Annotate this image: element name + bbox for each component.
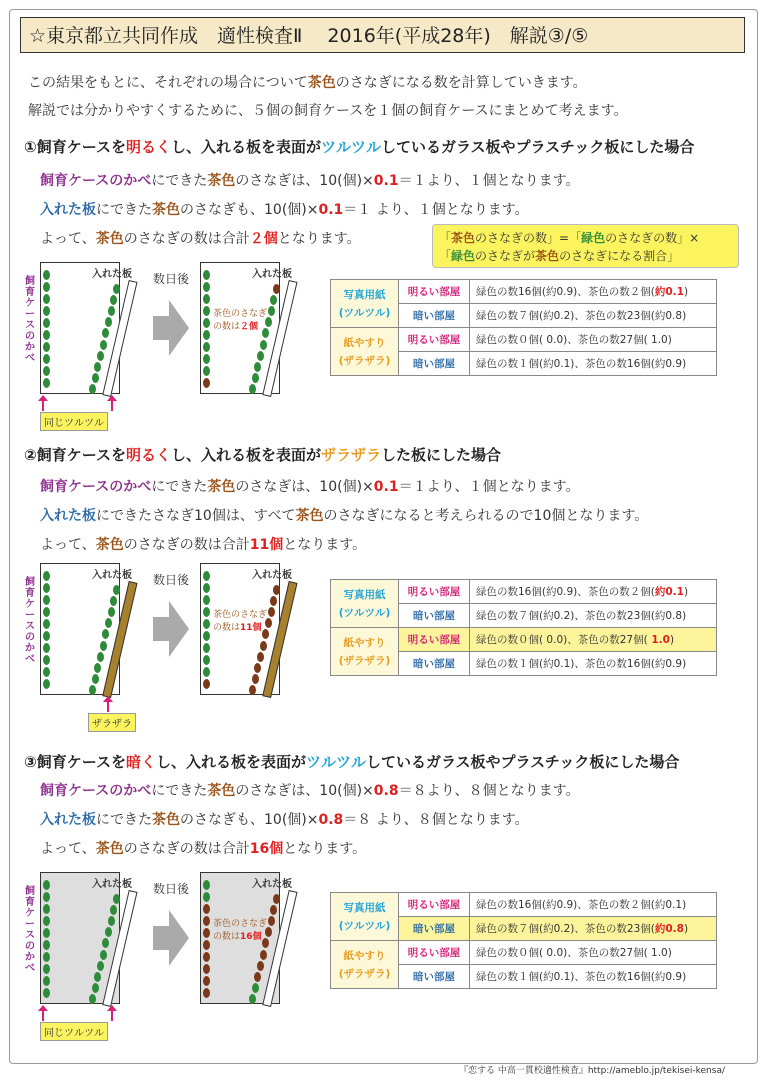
- board-pupa: [113, 894, 120, 904]
- dark-room-label: 暗い部屋: [399, 965, 470, 989]
- pointer-arrow-icon: [107, 395, 117, 411]
- result-cell: 緑色の数１個(約0.1)、茶色の数16個(約0.9): [470, 652, 717, 676]
- bright-room-label: 明るい部屋: [399, 580, 470, 604]
- wall-pupa: [203, 270, 210, 280]
- section-1-line-3: よって、茶色のさなぎの数は合計２個となります。: [40, 231, 361, 247]
- sandpaper-label: 紙やすり (ザラザラ): [331, 628, 399, 676]
- wall-pupa: [203, 892, 210, 902]
- board-pupa: [252, 674, 259, 684]
- board-label: 入れた板: [92, 879, 132, 890]
- result-cell: 緑色の数７個(約0.2)、茶色の数23個(約0.8): [470, 917, 717, 941]
- wall-pupa: [203, 619, 210, 629]
- board-pupa: [89, 384, 96, 394]
- note-prefix: の数は: [213, 322, 241, 332]
- wall-pupa: [203, 595, 210, 605]
- board-pupa: [260, 340, 267, 350]
- paper-label: 写真用紙 (ツルツル): [331, 893, 399, 941]
- board-pupa: [113, 284, 120, 294]
- page-title: ☆東京都立共同作成 適性検査Ⅱ 2016年(平成28年) 解説③/⑤: [20, 17, 745, 53]
- wall-pupa: [203, 294, 210, 304]
- note-prefix: の数は: [213, 623, 241, 633]
- wall-pupa: [203, 904, 210, 914]
- board-pupa: [97, 351, 104, 361]
- wall-pupa: [203, 378, 210, 388]
- wall-pupa: [203, 679, 210, 689]
- wall-pupa: [43, 655, 50, 665]
- wall-pupa: [203, 916, 210, 926]
- board-pupa: [97, 961, 104, 971]
- wall-pupa: [203, 318, 210, 328]
- wall-pupa: [43, 342, 50, 352]
- board-pupa: [260, 641, 267, 651]
- wall-pupa: [43, 354, 50, 364]
- board-pupa: [249, 384, 256, 394]
- wall-pupa: [43, 916, 50, 926]
- board-label: 入れた板: [92, 269, 132, 280]
- wall-pupa: [43, 583, 50, 593]
- result-cell: 緑色の数０個( 0.0)、茶色の数27個( 1.0): [470, 628, 717, 652]
- pointer-arrow-icon: [103, 696, 113, 712]
- wall-pupa: [203, 952, 210, 962]
- result-cell: 緑色の数16個(約0.9)、茶色の数２個(約0.1): [470, 280, 717, 304]
- result-cell: 緑色の数０個( 0.0)、茶色の数27個( 1.0): [470, 328, 717, 352]
- board-pupa: [92, 983, 99, 993]
- wall-pupa: [203, 940, 210, 950]
- wall-pupa: [43, 378, 50, 388]
- result-cell: 緑色の数16個(約0.9)、茶色の数２個(約0.1): [470, 893, 717, 917]
- wall-pupa: [203, 655, 210, 665]
- brown-count-note-2: [213, 622, 262, 635]
- wall-pupa: [203, 282, 210, 292]
- wall-pupa: [43, 571, 50, 581]
- section-1-line-1: 飼育ケースのかべにできた茶色のさなぎは、10(個)×0.1＝１より、１個となります。: [40, 173, 580, 189]
- board-pupa: [273, 894, 280, 904]
- wall-pupa: [203, 571, 210, 581]
- section-3-heading: ③飼育ケースを暗くし、入れる板を表面がツルツルしているガラス板やプラスチック板にした場合: [24, 753, 680, 771]
- wall-pupa: [203, 342, 210, 352]
- wall-pupa: [43, 607, 50, 617]
- wall-pupa: [43, 294, 50, 304]
- wall-pupa: [203, 976, 210, 986]
- pointer-arrow-icon: [107, 1005, 117, 1021]
- board-pupa: [108, 916, 115, 926]
- section-2-line-1: 飼育ケースのかべにできた茶色のさなぎは、10(個)×0.1＝１より、１個となります。: [40, 479, 580, 495]
- section-2-line-2: 入れた板にできたさなぎ10個は、すべて茶色のさなぎになると考えられるので10個となります。: [40, 508, 649, 524]
- days-later-label: 数日後: [153, 882, 190, 896]
- board-pupa: [273, 284, 280, 294]
- board-pupa: [100, 641, 107, 651]
- result-cell: 緑色の数０個( 0.0)、茶色の数27個( 1.0): [470, 941, 717, 965]
- wall-pupa: [43, 306, 50, 316]
- transition-arrow-icon: [153, 910, 189, 966]
- wall-pupa: [203, 928, 210, 938]
- wall-pupa: [43, 952, 50, 962]
- sandpaper-label: 紙やすり (ザラザラ): [331, 941, 399, 989]
- wall-pupa: [203, 988, 210, 998]
- wall-pupa: [203, 306, 210, 316]
- result-cell: 緑色の数１個(約0.1)、茶色の数16個(約0.9): [470, 965, 717, 989]
- board-pupa: [252, 373, 259, 383]
- board-pupa: [252, 983, 259, 993]
- result-table-3: [330, 892, 717, 989]
- bright-room-label: 明るい部屋: [399, 893, 470, 917]
- bright-room-label: 明るい部屋: [399, 628, 470, 652]
- formula-callout: [432, 224, 739, 268]
- wall-pupa: [203, 667, 210, 677]
- wall-pupa: [43, 880, 50, 890]
- board-pupa: [92, 373, 99, 383]
- wall-pupa: [43, 631, 50, 641]
- wall-pupa: [43, 619, 50, 629]
- board-pupa: [108, 306, 115, 316]
- result-cell: 緑色の数７個(約0.2)、茶色の数23個(約0.8): [470, 604, 717, 628]
- board-pupa: [100, 340, 107, 350]
- section-2-heading: ②飼育ケースを明るくし、入れる板を表面がザラザラした板にした場合: [24, 446, 502, 464]
- sandpaper-label: 紙やすり (ザラザラ): [331, 328, 399, 376]
- wall-pupa: [43, 595, 50, 605]
- transition-arrow-icon: [153, 300, 189, 356]
- surface-tag: 同じツルツル: [40, 412, 108, 431]
- intro-line-2: 解説では分かりやすくするために、５個の飼育ケースを１個の飼育ケースにまとめて考えます。: [28, 103, 628, 119]
- wall-pupa: [43, 366, 50, 376]
- board-pupa: [268, 607, 275, 617]
- board-pupa: [89, 994, 96, 1004]
- board-pupa: [249, 685, 256, 695]
- board-pupa: [100, 950, 107, 960]
- pointer-arrow-icon: [38, 1005, 48, 1021]
- board-pupa: [268, 306, 275, 316]
- board-pupa: [257, 652, 264, 662]
- section-3-line-1: 飼育ケースのかべにできた茶色のさなぎは、10(個)×0.8＝８より、８個となります。: [40, 783, 580, 799]
- board-pupa: [260, 950, 267, 960]
- note-count: 16個: [240, 932, 262, 942]
- board-pupa: [249, 994, 256, 1004]
- wall-pupa: [43, 667, 50, 677]
- board-pupa: [113, 585, 120, 595]
- brown-count-note-1: 茶色のさなぎ: [213, 309, 268, 319]
- section-3-line-3: よって、茶色のさなぎの数は合計16個となります。: [40, 841, 367, 857]
- dark-room-label: 暗い部屋: [399, 652, 470, 676]
- wall-pupa: [43, 892, 50, 902]
- formula-line-2: 「緑色のさなぎが茶色のさなぎになる割合」: [439, 249, 680, 263]
- dark-room-label: 暗い部屋: [399, 604, 470, 628]
- wall-pupa: [203, 583, 210, 593]
- wall-pupa: [203, 631, 210, 641]
- board-pupa: [268, 916, 275, 926]
- wall-pupa: [43, 330, 50, 340]
- pointer-arrow-icon: [38, 395, 48, 411]
- dark-room-label: 暗い部屋: [399, 352, 470, 376]
- case-wall-label: 飼育ケースのかべ: [25, 577, 35, 665]
- footer-credit: 『恋する 中高一貫校適性検査』http://ameblo.jp/tekisei-kensa/: [458, 1066, 725, 1076]
- note-count: ２個: [240, 322, 259, 332]
- wall-pupa: [43, 904, 50, 914]
- bright-room-label: 明るい部屋: [399, 941, 470, 965]
- board-pupa: [108, 607, 115, 617]
- wall-pupa: [43, 988, 50, 998]
- wall-pupa: [43, 282, 50, 292]
- board-label: 入れた板: [252, 879, 292, 890]
- wall-pupa: [43, 976, 50, 986]
- wall-pupa: [43, 964, 50, 974]
- dark-room-label: 暗い部屋: [399, 917, 470, 941]
- brown-count-note-2: [213, 931, 262, 944]
- wall-pupa: [43, 318, 50, 328]
- days-later-label: 数日後: [153, 272, 190, 286]
- brown-count-note-1: 茶色のさなぎ: [213, 610, 268, 620]
- section-3-line-2: 入れた板にできた茶色のさなぎも、10(個)×0.8＝８ より、８個となります。: [40, 812, 529, 828]
- board-pupa: [92, 674, 99, 684]
- bright-room-label: 明るい部屋: [399, 328, 470, 352]
- surface-tag: ザラザラ: [88, 713, 136, 732]
- wall-pupa: [43, 270, 50, 280]
- board-pupa: [273, 585, 280, 595]
- wall-pupa: [43, 928, 50, 938]
- transition-arrow-icon: [153, 601, 189, 657]
- section-1-line-2: 入れた板にできた茶色のさなぎも、10(個)×0.1＝１ より、１個となります。: [40, 202, 529, 218]
- wall-pupa: [203, 330, 210, 340]
- paper-label: 写真用紙 (ツルツル): [331, 280, 399, 328]
- surface-tag: 同じツルツル: [40, 1022, 108, 1041]
- section-2-line-3: よって、茶色のさなぎの数は合計11個となります。: [40, 537, 367, 553]
- case-wall-label: 飼育ケースのかべ: [25, 276, 35, 364]
- note-count: 11個: [240, 623, 262, 633]
- wall-pupa: [203, 354, 210, 364]
- result-cell: 緑色の数16個(約0.9)、茶色の数２個(約0.1): [470, 580, 717, 604]
- wall-pupa: [203, 607, 210, 617]
- board-label: 入れた板: [92, 570, 132, 581]
- formula-line-1: 「茶色のさなぎの数」=「緑色のさなぎの数」×: [439, 231, 700, 245]
- wall-pupa: [203, 880, 210, 890]
- paper-label: 写真用紙 (ツルツル): [331, 580, 399, 628]
- brown-count-note-1: 茶色のさなぎ: [213, 919, 268, 929]
- result-table-2: [330, 579, 717, 676]
- days-later-label: 数日後: [153, 573, 190, 587]
- wall-pupa: [203, 643, 210, 653]
- board-pupa: [89, 685, 96, 695]
- result-cell: 緑色の数７個(約0.2)、茶色の数23個(約0.8): [470, 304, 717, 328]
- dark-room-label: 暗い部屋: [399, 304, 470, 328]
- brown-count-note-2: [213, 321, 258, 334]
- board-pupa: [97, 652, 104, 662]
- result-table-1: [330, 279, 717, 376]
- case-wall-label: 飼育ケースのかべ: [25, 886, 35, 974]
- board-label: 入れた板: [252, 570, 292, 581]
- result-cell: 緑色の数１個(約0.1)、茶色の数16個(約0.9): [470, 352, 717, 376]
- wall-pupa: [43, 679, 50, 689]
- board-label: 入れた板: [252, 269, 292, 280]
- bright-room-label: 明るい部屋: [399, 280, 470, 304]
- section-1-heading: ①飼育ケースを明るくし、入れる板を表面がツルツルしているガラス板やプラスチック板にした場合: [24, 138, 695, 156]
- board-pupa: [257, 351, 264, 361]
- wall-pupa: [43, 940, 50, 950]
- intro-line-1: この結果をもとに、それぞれの場合について茶色のさなぎになる数を計算していきます。: [28, 75, 587, 91]
- wall-pupa: [203, 964, 210, 974]
- note-prefix: の数は: [213, 932, 241, 942]
- board-pupa: [257, 961, 264, 971]
- wall-pupa: [203, 366, 210, 376]
- wall-pupa: [43, 643, 50, 653]
